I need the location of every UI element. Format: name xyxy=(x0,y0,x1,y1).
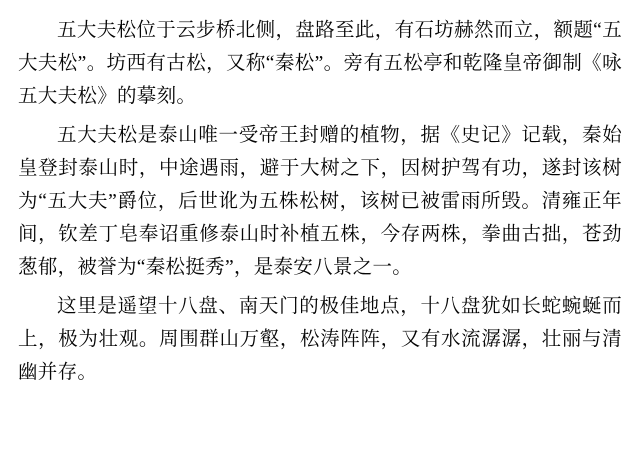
paragraph-2: 五大夫松是泰山唯一受帝王封赠的植物，据《史记》记载，秦始皇登封泰山时，中途遇雨，避于大树之下，因树护驾有功，遂封该树为“五大夫”爵位，后世讹为五株松树，该树已被雷雨所毁。清雍正年间，钦差丁皂奉诏重修泰山时补植五株，今存两株，拳曲古拙，苍劲葱郁，被誉为“秦松挺秀”，是泰安八景之一。 xyxy=(18,125,622,278)
paragraph-3: 这里是遥望十八盘、南天门的极佳地点，十八盘犹如长蛇蜿蜒而上，极为壮观。周围群山万壑，松涛阵阵，又有水流潺潺，壮丽与清幽并存。 xyxy=(18,296,622,383)
paragraph-1: 五大夫松位于云步桥北侧，盘路至此，有石坊赫然而立，额题“五大夫松”。坊西有古松，又称“秦松”。旁有五松亭和乾隆皇帝御制《咏五大夫松》的摹刻。 xyxy=(18,20,622,107)
